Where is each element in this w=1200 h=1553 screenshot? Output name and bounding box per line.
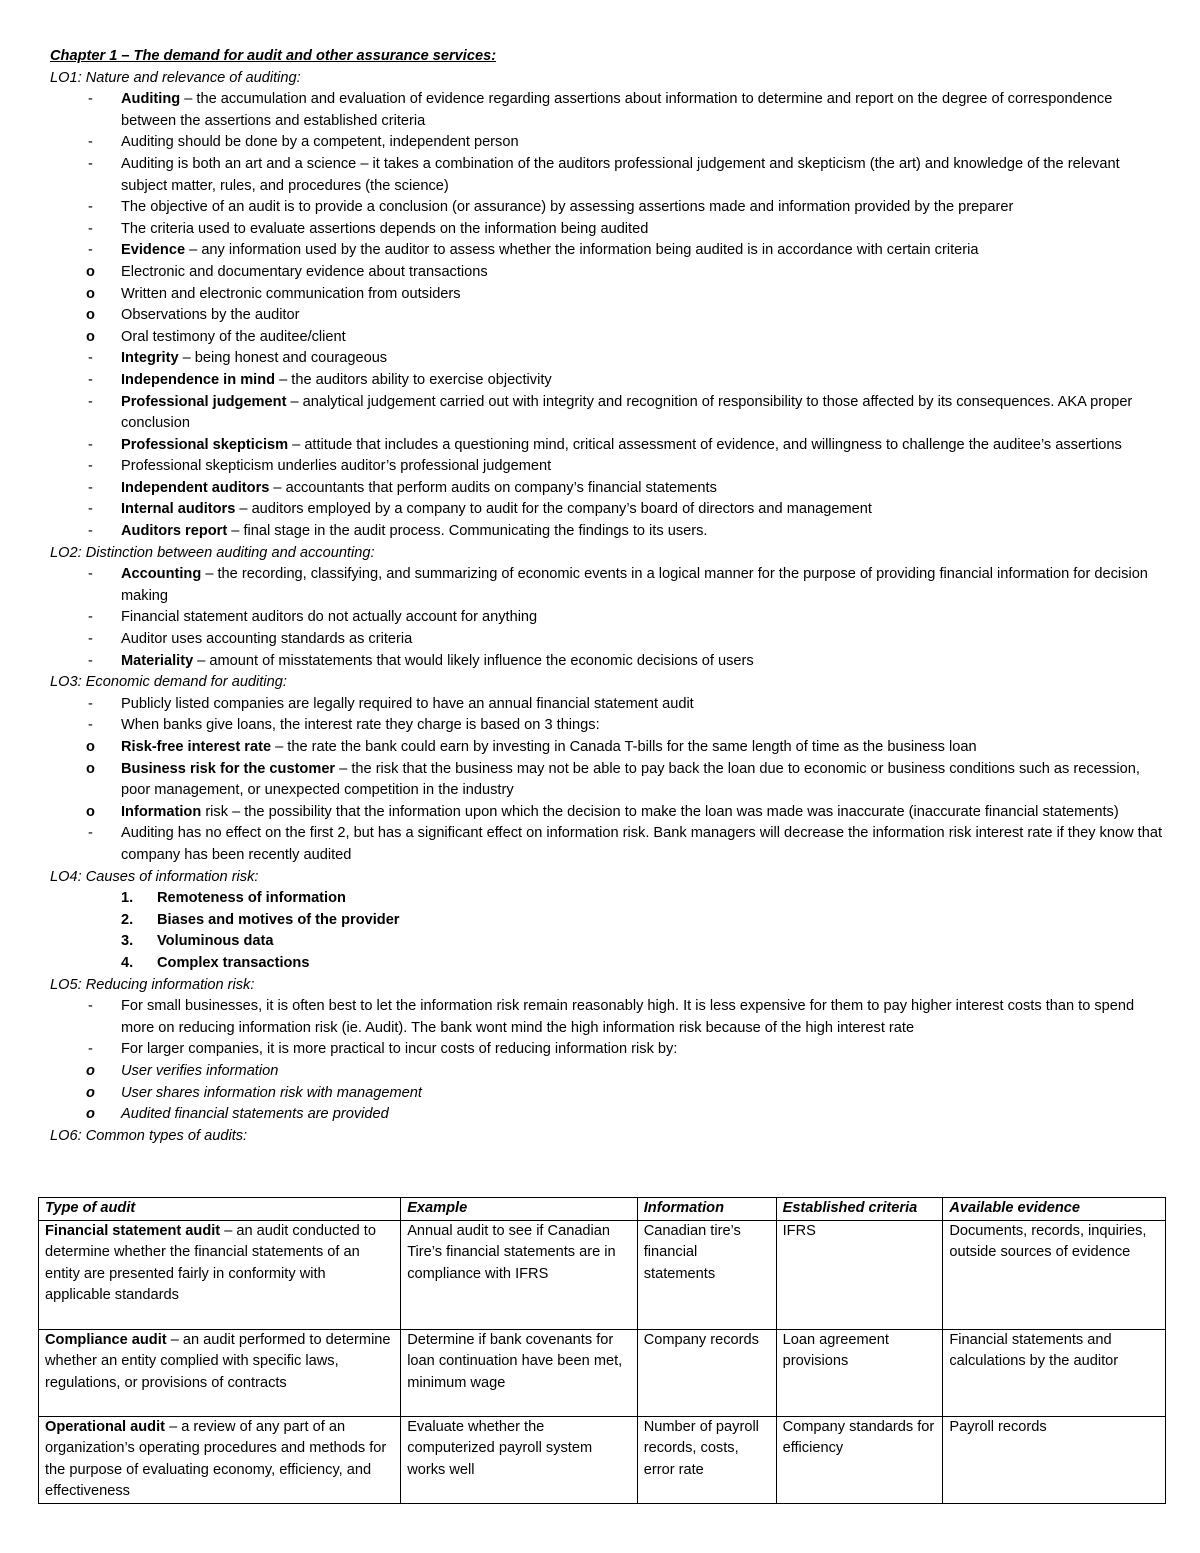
audit-types-table xyxy=(38,1197,1166,1504)
list-item: 1. Remoteness of information xyxy=(121,890,346,907)
table-cell: Canadian tire’s financial statements xyxy=(637,1220,776,1329)
bullet-marker: o xyxy=(86,803,95,820)
sub-list-item: o Business risk for the customer – the risk that the business may not be able to pay back the loan due to economic or business conditions such as recession, poor management, or unexpected competition in the industry xyxy=(86,760,1140,799)
lo6-heading: LO6: Common types of audits: xyxy=(50,1127,248,1144)
sub-list-item: o Audited financial statements are provided xyxy=(50,1104,1168,1126)
lo1-list-continued xyxy=(50,348,1168,542)
lo3-list-continued xyxy=(50,823,1168,866)
list-item: 3. Voluminous data xyxy=(121,933,274,950)
table-cell: Documents, records, inquiries, outside sources of evidence xyxy=(943,1220,1166,1329)
list-item: 4. Complex transactions xyxy=(121,954,310,971)
table-cell: Financial statement audit – an audit conducted to determine whether the financial statements of an entity are presented fairly in conformity with applicable standards xyxy=(39,1220,401,1329)
lo2-list xyxy=(50,564,1168,672)
bullet-marker: o xyxy=(86,1106,95,1123)
bullet-marker: o xyxy=(86,263,95,280)
table-row xyxy=(39,1329,1166,1416)
sub-list-item: o Oral testimony of the auditee/client xyxy=(50,327,1168,349)
sub-list-item: o Information risk – the possibility that the information upon which the decision to make the loan was made was inaccurate (inaccurate financial statements) xyxy=(50,802,1168,824)
list-item: - Publicly listed companies are legally required to have an annual financial statement audit xyxy=(50,694,1168,716)
table-cell: IFRS xyxy=(776,1220,943,1329)
lo4-heading: LO4: Causes of information risk: xyxy=(50,868,259,885)
lo3-heading: LO3: Economic demand for auditing: xyxy=(50,674,287,691)
list-item: - Independent auditors – accountants that perform audits on company’s financial statements xyxy=(50,478,1168,500)
bullet-marker: o xyxy=(86,760,95,777)
lo5-list xyxy=(50,996,1168,1061)
list-item: - For small businesses, it is often best to let the information risk remain reasonably high. It is less expensive for them to pay higher interest costs than to spend more on reducing information risk (ie. Audit). The bank wont mind the high information risk because of the high interest rate xyxy=(50,996,1168,1039)
lo3-list xyxy=(50,694,1168,737)
column-header: Example xyxy=(401,1198,638,1221)
bullet-marker: o xyxy=(86,1062,95,1079)
table-cell: Evaluate whether the computerized payroll system works well xyxy=(401,1416,638,1503)
sub-list-item: o Risk-free interest rate – the rate the bank could earn by investing in Canada T-bills for the same length of time as the business loan xyxy=(50,737,1168,759)
evidence-sublist xyxy=(50,262,1168,348)
sub-list-item: o User verifies information xyxy=(50,1061,1168,1083)
lo5-heading: LO5: Reducing information risk: xyxy=(50,976,255,993)
sub-list-item: o Electronic and documentary evidence about transactions xyxy=(50,262,1168,284)
list-item: - Financial statement auditors do not actually account for anything xyxy=(50,607,1168,629)
list-item: 2. Biases and motives of the provider xyxy=(121,911,400,928)
bullet-marker: o xyxy=(86,739,95,755)
sub-list-item: o User shares information risk with management xyxy=(50,1083,1168,1105)
list-item: - Auditors report – final stage in the audit process. Communicating the findings to its users. xyxy=(50,521,1168,543)
table-row xyxy=(39,1220,1166,1329)
list-item: - Accounting – the recording, classifying, and summarizing of economic events in a logical manner for the purpose of providing financial information for decision making xyxy=(50,564,1168,607)
table-cell: Operational audit – a review of any part of an organization’s operating procedures and methods for the purpose of evaluating economy, efficiency, and effectiveness xyxy=(39,1416,401,1503)
list-item: - Independence in mind – the auditors ability to exercise objectivity xyxy=(50,370,1168,392)
table-cell: Determine if bank covenants for loan continuation have been met, minimum wage xyxy=(401,1329,638,1416)
document-page xyxy=(50,46,1168,1147)
list-item: - Auditing is both an art and a science – it takes a combination of the auditors professional judgement and skepticism (the art) and knowledge of the relevant subject matter, rules, and procedures (the science) xyxy=(50,154,1168,197)
sub-list-item: o Observations by the auditor xyxy=(50,305,1168,327)
table-cell: Loan agreement provisions xyxy=(776,1329,943,1416)
list-item: - When banks give loans, the interest rate they charge is based on 3 things: xyxy=(50,715,1168,737)
list-item: - Professional judgement – analytical judgement carried out with integrity and recognition of responsibility to those affected by its consequences. AKA proper conclusion xyxy=(50,392,1168,435)
list-item: - Integrity – being honest and courageous xyxy=(50,348,1168,370)
list-item: - Materiality – amount of misstatements that would likely influence the economic decisions of users xyxy=(50,651,1168,673)
table-cell: Payroll records xyxy=(943,1416,1166,1503)
loan-factors-sublist xyxy=(50,737,1168,823)
table-cell: Annual audit to see if Canadian Tire’s financial statements are in compliance with IFRS xyxy=(401,1220,638,1329)
lo1-list xyxy=(50,89,1168,262)
list-item: - Professional skepticism underlies auditor’s professional judgement xyxy=(50,456,1168,478)
table-cell: Financial statements and calculations by the auditor xyxy=(943,1329,1166,1416)
lo4-numbered-list xyxy=(50,888,1168,974)
column-header: Established criteria xyxy=(776,1198,943,1221)
lo2-heading: LO2: Distinction between auditing and accounting: xyxy=(50,544,375,561)
list-item: - Evidence – any information used by the auditor to assess whether the information being audited is in accordance with certain criteria xyxy=(50,240,1168,262)
column-header: Type of audit xyxy=(39,1198,401,1221)
list-item: - For larger companies, it is more practical to incur costs of reducing information risk by: xyxy=(50,1039,1168,1061)
chapter-title: Chapter 1 – The demand for audit and other assurance services: xyxy=(50,48,497,64)
table-cell: Compliance audit – an audit performed to determine whether an entity complied with specific laws, regulations, or provisions of contracts xyxy=(39,1329,401,1416)
table-cell: Number of payroll records, costs, error rate xyxy=(637,1416,776,1503)
sub-list-item: o Written and electronic communication from outsiders xyxy=(50,284,1168,306)
table-row xyxy=(39,1416,1166,1503)
column-header: Available evidence xyxy=(943,1198,1166,1221)
list-item: - Professional skepticism – attitude that includes a questioning mind, critical assessment of evidence, and willingness to challenge the auditee’s assertions xyxy=(50,435,1168,457)
list-item: - The objective of an audit is to provide a conclusion (or assurance) by assessing assertions made and information provided by the preparer xyxy=(50,197,1168,219)
table-cell: Company records xyxy=(637,1329,776,1416)
list-item: - Auditing should be done by a competent, independent person xyxy=(50,132,1168,154)
list-item: - The criteria used to evaluate assertions depends on the information being audited xyxy=(50,219,1168,241)
list-item: - Auditing – the accumulation and evaluation of evidence regarding assertions about information to determine and report on the degree of correspondence between the assertions and established criteria xyxy=(50,89,1168,132)
bullet-marker: o xyxy=(86,328,95,345)
list-item: - Auditing has no effect on the first 2, but has a significant effect on information risk. Bank managers will decrease the information risk interest rate if they know that company has been recently audited xyxy=(50,823,1168,866)
table-header-row xyxy=(39,1198,1166,1221)
list-item: - Auditor uses accounting standards as criteria xyxy=(50,629,1168,651)
bullet-marker: o xyxy=(86,307,95,324)
lo1-heading: LO1: Nature and relevance of auditing: xyxy=(50,69,301,86)
column-header: Information xyxy=(637,1198,776,1221)
bullet-marker: o xyxy=(86,1084,95,1101)
bullet-marker: o xyxy=(86,285,95,302)
list-item: - Internal auditors – auditors employed by a company to audit for the company’s board of directors and management xyxy=(50,499,1168,521)
risk-reduction-sublist xyxy=(50,1061,1168,1126)
table-cell: Company standards for efficiency xyxy=(776,1416,943,1503)
